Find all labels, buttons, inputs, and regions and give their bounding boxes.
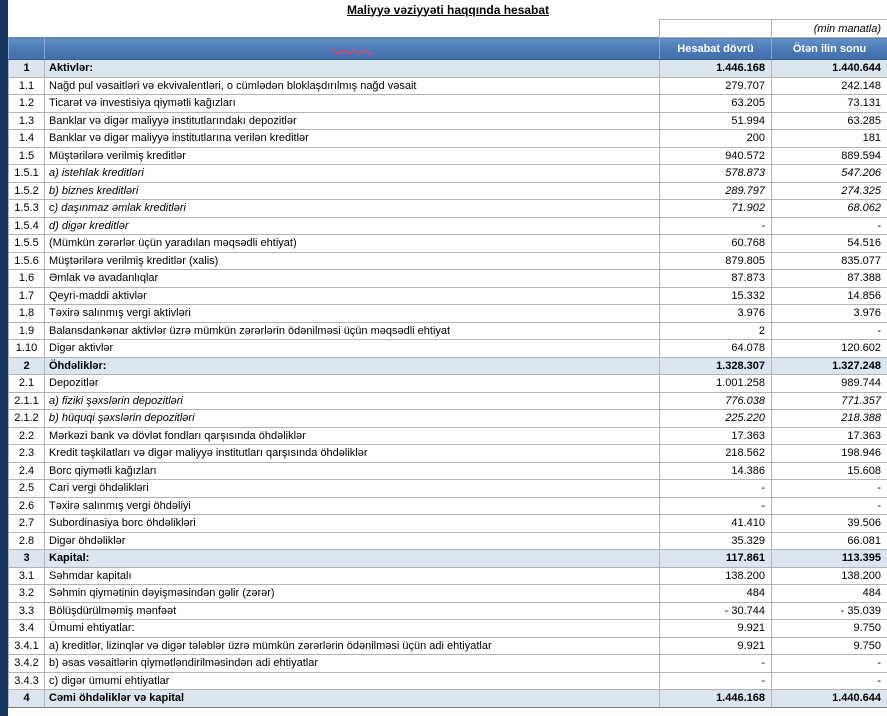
row-value-previous[interactable]: 9.750 — [772, 637, 887, 655]
row-value-current[interactable]: 776.038 — [660, 392, 772, 410]
table-row — [9, 550, 887, 568]
row-value-previous[interactable]: 138.200 — [772, 567, 887, 585]
table-row — [9, 672, 887, 690]
table-row — [9, 60, 887, 78]
row-label[interactable]: b) hüquqi şəxslərin depozitləri — [45, 410, 660, 428]
row-number[interactable]: 1.5.3 — [9, 200, 45, 218]
header-num-cell[interactable] — [9, 38, 45, 60]
row-value-current[interactable]: 2 — [660, 322, 772, 340]
row-value-current[interactable]: 279.707 — [660, 77, 772, 95]
row-value-current[interactable]: 41.410 — [660, 515, 772, 533]
row-number[interactable]: 2.3 — [9, 445, 45, 463]
row-label[interactable]: Cari vergi öhdəlikləri — [45, 480, 660, 498]
row-label[interactable]: Kredit təşkilatları və digər maliyyə institutları qarşısında öhdəliklər — [45, 445, 660, 463]
table-row — [9, 77, 887, 95]
row-value-current[interactable]: - — [660, 480, 772, 498]
table-row — [9, 287, 887, 305]
row-number[interactable]: 1.10 — [9, 340, 45, 358]
row-label[interactable]: Ticarət və investisiya qiymətli kağızları — [45, 95, 660, 113]
table-row — [9, 637, 887, 655]
row-value-previous[interactable]: - — [772, 322, 887, 340]
row-number[interactable]: 2.8 — [9, 532, 45, 550]
row-number[interactable]: 1.6 — [9, 270, 45, 288]
row-value-previous[interactable]: 1.440.644 — [772, 60, 887, 78]
row-label[interactable]: Qeyri-maddi aktivlər — [45, 287, 660, 305]
row-value-previous[interactable]: 547.206 — [772, 165, 887, 183]
row-label[interactable]: Digər öhdəliklər — [45, 532, 660, 550]
row-number[interactable]: 1.5.6 — [9, 252, 45, 270]
row-value-current[interactable]: 225.220 — [660, 410, 772, 428]
row-number[interactable]: 1.5 — [9, 147, 45, 165]
row-label[interactable]: c) daşınmaz əmlak kreditləri — [45, 200, 660, 218]
row-label[interactable]: Depozitlər — [45, 375, 660, 393]
row-number[interactable]: 3.4.3 — [9, 672, 45, 690]
row-value-current[interactable]: 71.902 — [660, 200, 772, 218]
row-value-previous[interactable]: - — [772, 480, 887, 498]
row-value-current[interactable]: 15.332 — [660, 287, 772, 305]
unit-note-row — [9, 20, 887, 38]
row-label[interactable]: (Mümkün zərərlər üçün yaradılan məqsədli ehtiyat) — [45, 235, 660, 253]
row-number[interactable]: 3 — [9, 550, 45, 568]
empty-cell — [9, 20, 660, 38]
table-row — [9, 252, 887, 270]
table-row — [9, 497, 887, 515]
row-number[interactable]: 2.1.2 — [9, 410, 45, 428]
row-value-previous[interactable]: 87.388 — [772, 270, 887, 288]
row-number[interactable]: 2.6 — [9, 497, 45, 515]
row-value-previous[interactable]: 1.440.644 — [772, 690, 887, 708]
table-row — [9, 445, 887, 463]
row-value-current[interactable]: 14.386 — [660, 462, 772, 480]
table-row — [9, 147, 887, 165]
row-value-previous[interactable]: 181 — [772, 130, 887, 148]
row-label[interactable]: Təxirə salınmış vergi aktivləri — [45, 305, 660, 323]
row-value-current[interactable]: 200 — [660, 130, 772, 148]
row-label[interactable]: Kapital: — [45, 550, 660, 568]
row-value-current[interactable]: - — [660, 497, 772, 515]
header-label-cell[interactable] — [45, 38, 660, 60]
row-value-current[interactable]: 289.797 — [660, 182, 772, 200]
row-value-previous[interactable]: 218.388 — [772, 410, 887, 428]
table-row — [9, 340, 887, 358]
row-number[interactable]: 4 — [9, 690, 45, 708]
row-number[interactable]: 2.1 — [9, 375, 45, 393]
table-row — [9, 515, 887, 533]
row-number[interactable]: 3.2 — [9, 585, 45, 603]
row-number[interactable]: 1.1 — [9, 77, 45, 95]
row-value-current[interactable]: - 30.744 — [660, 602, 772, 620]
row-label[interactable]: Aktivlər: — [45, 60, 660, 78]
row-number[interactable]: 2.1.1 — [9, 392, 45, 410]
row-value-current[interactable]: 3.976 — [660, 305, 772, 323]
row-value-previous[interactable]: 9.750 — [772, 620, 887, 638]
table-row — [9, 270, 887, 288]
row-value-previous[interactable]: 198.946 — [772, 445, 887, 463]
row-value-current[interactable]: 17.363 — [660, 427, 772, 445]
row-number[interactable]: 2.7 — [9, 515, 45, 533]
table-row — [9, 375, 887, 393]
row-value-previous[interactable]: - — [772, 672, 887, 690]
table-row — [9, 427, 887, 445]
row-label[interactable]: Mərkəzi bank və dövlət fondları qarşısında öhdəliklər — [45, 427, 660, 445]
row-value-current[interactable]: 218.562 — [660, 445, 772, 463]
financial-statement-table — [8, 0, 887, 708]
row-value-current[interactable]: 63.205 — [660, 95, 772, 113]
row-value-current[interactable]: - — [660, 672, 772, 690]
row-value-previous[interactable]: 68.062 — [772, 200, 887, 218]
row-value-previous[interactable]: - — [772, 217, 887, 235]
row-value-previous[interactable]: 771.357 — [772, 392, 887, 410]
table-row — [9, 480, 887, 498]
table-row — [9, 585, 887, 603]
row-number[interactable]: 1.2 — [9, 95, 45, 113]
table-row — [9, 532, 887, 550]
row-value-previous[interactable]: 113.395 — [772, 550, 887, 568]
row-value-current[interactable]: - — [660, 217, 772, 235]
empty-cell — [660, 20, 772, 38]
table-row — [9, 690, 887, 708]
table-row — [9, 200, 887, 218]
table-body — [9, 60, 887, 708]
table-row — [9, 235, 887, 253]
row-label[interactable]: Müştərilərə verilmiş kreditlər — [45, 147, 660, 165]
row-value-current[interactable]: 1.446.168 — [660, 60, 772, 78]
row-value-current[interactable]: 51.994 — [660, 112, 772, 130]
table-row — [9, 182, 887, 200]
row-label[interactable]: b) biznes kreditləri — [45, 182, 660, 200]
row-value-previous[interactable]: - — [772, 655, 887, 673]
row-number[interactable]: 1.5.5 — [9, 235, 45, 253]
row-label[interactable]: Nağd pul vəsaitləri və ekvivalentləri, o cümlədən bloklaşdırılmış nağd vəsait — [45, 77, 660, 95]
table-row — [9, 165, 887, 183]
row-label[interactable]: a) fiziki şəxslərin depozitləri — [45, 392, 660, 410]
row-label[interactable]: Səhmdar kapitalı — [45, 567, 660, 585]
row-number[interactable]: 2.2 — [9, 427, 45, 445]
row-value-current[interactable]: 879.805 — [660, 252, 772, 270]
row-number[interactable]: 3.4.1 — [9, 637, 45, 655]
row-value-current[interactable]: 1.328.307 — [660, 357, 772, 375]
title-row — [9, 0, 887, 20]
row-label[interactable]: Banklar və digər maliyyə institutlarındakı depozitlər — [45, 112, 660, 130]
table-row — [9, 95, 887, 113]
row-number[interactable]: 3.4 — [9, 620, 45, 638]
row-number[interactable]: 1.8 — [9, 305, 45, 323]
row-value-previous[interactable]: 54.516 — [772, 235, 887, 253]
row-value-previous[interactable]: 73.131 — [772, 95, 887, 113]
row-label[interactable]: Öhdəliklər: — [45, 357, 660, 375]
row-label[interactable]: Müştərilərə verilmiş kreditlər (xalis) — [45, 252, 660, 270]
row-value-previous[interactable]: 889.594 — [772, 147, 887, 165]
unit-note: (min manatla) — [772, 20, 887, 38]
table-row — [9, 392, 887, 410]
row-value-current[interactable]: 578.873 — [660, 165, 772, 183]
row-value-previous[interactable]: 39.506 — [772, 515, 887, 533]
row-value-current[interactable]: 1.446.168 — [660, 690, 772, 708]
row-label[interactable]: Digər aktivlər — [45, 340, 660, 358]
row-value-previous[interactable]: 14.856 — [772, 287, 887, 305]
table-row — [9, 462, 887, 480]
row-label[interactable]: Banklar və digər maliyyə institutlarına verilən kreditlər — [45, 130, 660, 148]
row-label[interactable]: a) kreditlər, lizinqlər və digər tələblər üzrə mümkün zərərlərin ödənilməsi üçün adi ehtiyatlar — [45, 637, 660, 655]
row-value-current[interactable]: 87.873 — [660, 270, 772, 288]
row-number[interactable]: 1.3 — [9, 112, 45, 130]
row-value-previous[interactable]: - 35.039 — [772, 602, 887, 620]
row-number[interactable]: 2 — [9, 357, 45, 375]
page-title: Maliyyə vəziyyəti haqqında hesabat — [346, 2, 550, 17]
row-label[interactable]: Ümumi ehtiyatlar: — [45, 620, 660, 638]
row-label[interactable]: c) digər ümumi ehtiyatlar — [45, 672, 660, 690]
row-label[interactable]: b) əsas vəsaitlərin qiymətləndirilməsindən adi ehtiyatlar — [45, 655, 660, 673]
table-row — [9, 322, 887, 340]
row-number[interactable]: 1.5.4 — [9, 217, 45, 235]
row-value-current[interactable]: 1.001.258 — [660, 375, 772, 393]
row-value-current[interactable]: 484 — [660, 585, 772, 603]
row-value-current[interactable]: 9.921 — [660, 637, 772, 655]
row-value-previous[interactable]: - — [772, 497, 887, 515]
table-row — [9, 305, 887, 323]
row-label[interactable]: Balansdankənar aktivlər üzrə mümkün zərərlərin ödənilməsi üçün məqsədli ehtiyat — [45, 322, 660, 340]
row-value-previous[interactable]: 15.608 — [772, 462, 887, 480]
table-row — [9, 130, 887, 148]
row-label[interactable]: a) istehlak kreditləri — [45, 165, 660, 183]
row-label[interactable]: Bölüşdürülməmiş mənfəət — [45, 602, 660, 620]
row-label[interactable]: Borc qiymətli kağızları — [45, 462, 660, 480]
row-label[interactable]: Səhmin qiymətinin dəyişməsindən gəlir (zərər) — [45, 585, 660, 603]
row-value-current[interactable]: 117.861 — [660, 550, 772, 568]
row-number[interactable]: 2.4 — [9, 462, 45, 480]
row-value-previous[interactable]: 17.363 — [772, 427, 887, 445]
row-number[interactable]: 2.5 — [9, 480, 45, 498]
row-value-previous[interactable]: 66.081 — [772, 532, 887, 550]
row-value-current[interactable]: 35.329 — [660, 532, 772, 550]
row-value-current[interactable]: - — [660, 655, 772, 673]
row-number[interactable]: 1.7 — [9, 287, 45, 305]
spellcheck-squiggle-icon — [331, 48, 373, 55]
table-row — [9, 655, 887, 673]
row-number[interactable]: 1.5.1 — [9, 165, 45, 183]
row-value-previous[interactable]: 120.602 — [772, 340, 887, 358]
row-value-previous[interactable]: 484 — [772, 585, 887, 603]
row-number[interactable]: 3.1 — [9, 567, 45, 585]
table-row — [9, 602, 887, 620]
left-border-bar — [0, 0, 8, 716]
table-row — [9, 357, 887, 375]
row-label[interactable]: Subordinasiya borc öhdəlikləri — [45, 515, 660, 533]
row-value-previous[interactable]: 3.976 — [772, 305, 887, 323]
column-header-current-period[interactable]: Hesabat dövrü — [660, 38, 772, 60]
table-row — [9, 410, 887, 428]
row-value-current[interactable]: 940.572 — [660, 147, 772, 165]
row-label[interactable]: d) digər kreditlər — [45, 217, 660, 235]
table-row — [9, 217, 887, 235]
row-number[interactable]: 3.4.2 — [9, 655, 45, 673]
column-header-previous-year[interactable]: Ötən ilin sonu — [772, 38, 887, 60]
row-number[interactable]: 1.5.2 — [9, 182, 45, 200]
row-label[interactable]: Cəmi öhdəliklər və kapital — [45, 690, 660, 708]
row-value-current[interactable]: 9.921 — [660, 620, 772, 638]
row-number[interactable]: 1 — [9, 60, 45, 78]
row-value-current[interactable]: 64.078 — [660, 340, 772, 358]
row-value-current[interactable]: 60.768 — [660, 235, 772, 253]
row-value-current[interactable]: 138.200 — [660, 567, 772, 585]
table-row — [9, 112, 887, 130]
row-number[interactable]: 3.3 — [9, 602, 45, 620]
row-number[interactable]: 1.4 — [9, 130, 45, 148]
table-row — [9, 567, 887, 585]
table-row — [9, 620, 887, 638]
row-value-previous[interactable]: 242.148 — [772, 77, 887, 95]
row-value-previous[interactable]: 1.327.248 — [772, 357, 887, 375]
row-label[interactable]: Əmlak və avadanlıqlar — [45, 270, 660, 288]
row-value-previous[interactable]: 835.077 — [772, 252, 887, 270]
row-value-previous[interactable]: 274.325 — [772, 182, 887, 200]
column-header-row — [9, 38, 887, 60]
row-value-previous[interactable]: 989.744 — [772, 375, 887, 393]
row-number[interactable]: 1.9 — [9, 322, 45, 340]
row-value-previous[interactable]: 63.285 — [772, 112, 887, 130]
row-label[interactable]: Təxirə salınmış vergi öhdəliyi — [45, 497, 660, 515]
